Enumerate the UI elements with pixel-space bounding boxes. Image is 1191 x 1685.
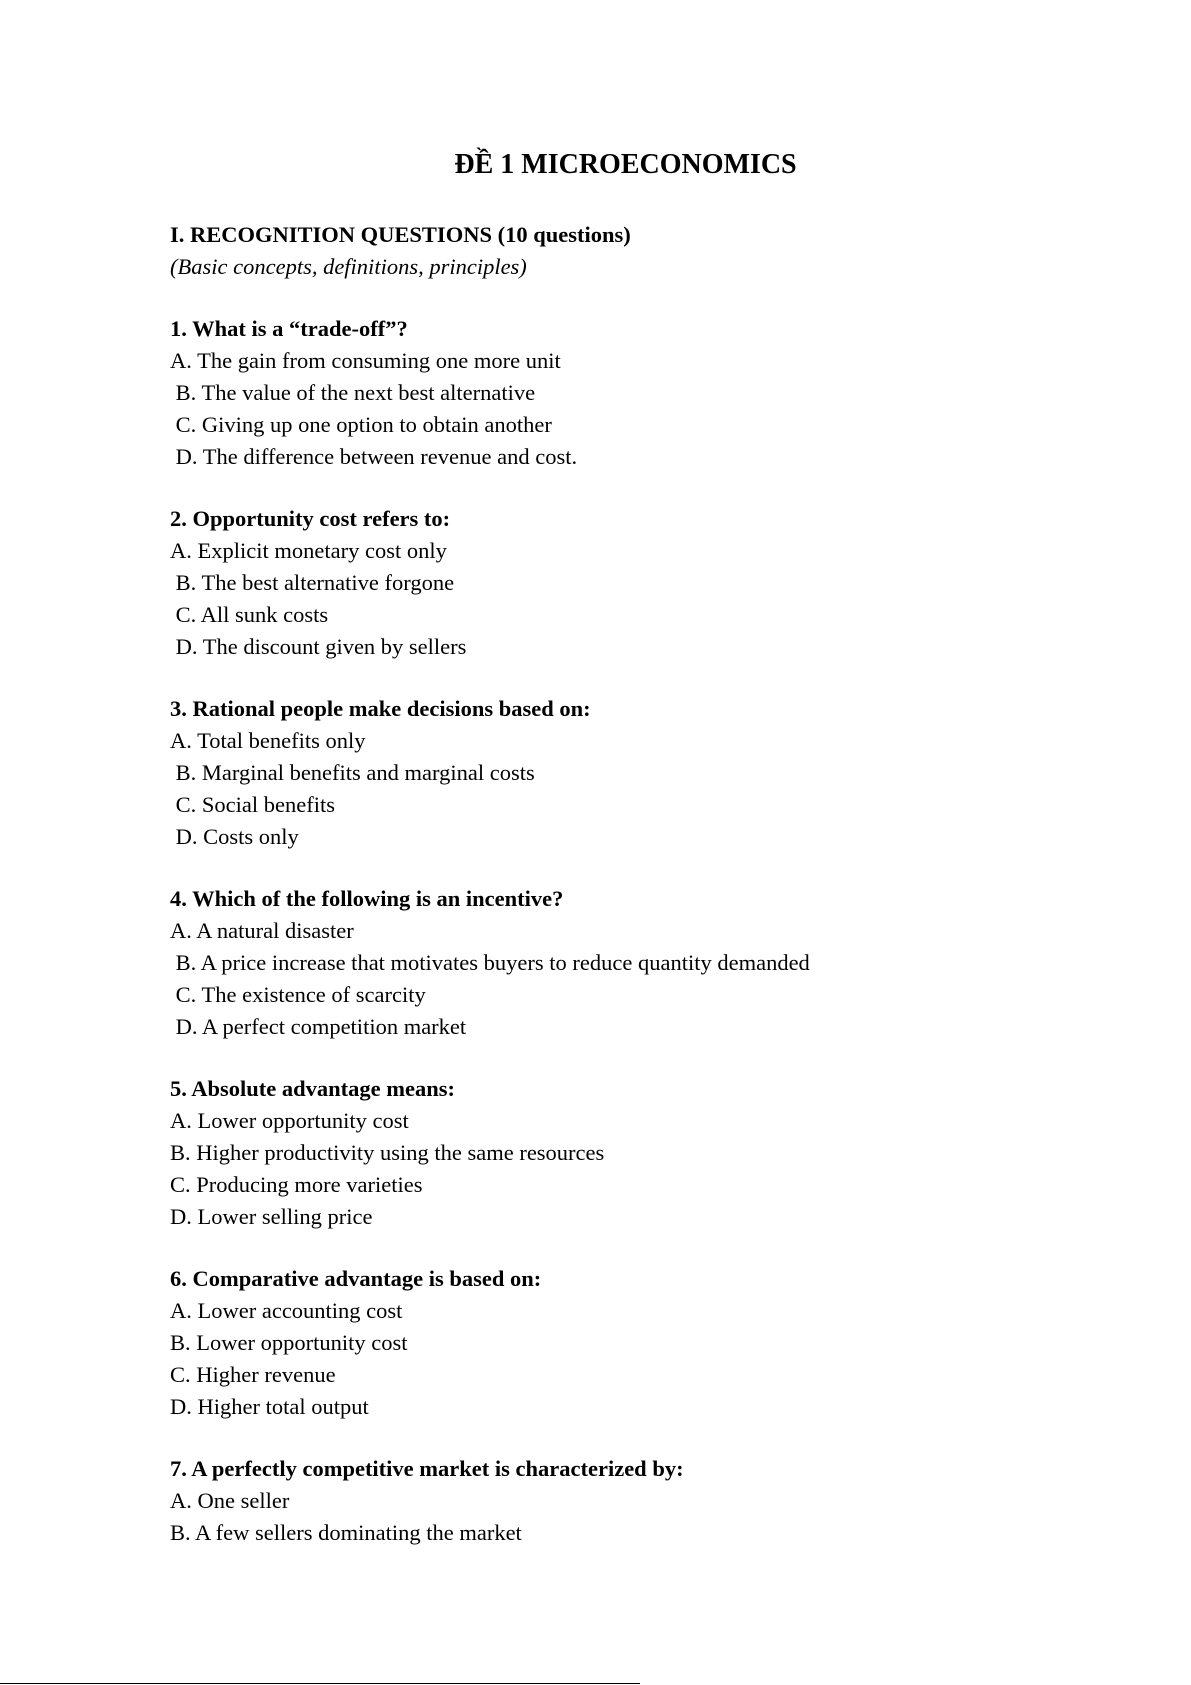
option-c: C. Producing more varieties — [170, 1172, 423, 1197]
option-b: B. The best alternative forgone — [170, 570, 455, 595]
option-a: A. Lower accounting cost — [170, 1298, 403, 1323]
option-c: C. Giving up one option to obtain another — [170, 412, 552, 437]
section-heading: I. RECOGNITION QUESTIONS (10 questions) — [170, 222, 631, 247]
question-text: 4. Which of the following is an incentive? — [170, 886, 564, 911]
question-3 — [170, 693, 1070, 853]
option-b: B. A price increase that motivates buyers to reduce quantity demanded — [170, 950, 810, 975]
option-d: D. A perfect competition market — [170, 1014, 467, 1039]
option-c: C. Social benefits — [170, 792, 335, 817]
option-d: D. Costs only — [170, 824, 299, 849]
option-d: D. The discount given by sellers — [170, 634, 467, 659]
question-text: 7. A perfectly competitive market is characterized by: — [170, 1456, 684, 1481]
question-text: 6. Comparative advantage is based on: — [170, 1266, 542, 1291]
question-text: 5. Absolute advantage means: — [170, 1076, 456, 1101]
option-a: A. Total benefits only — [170, 728, 366, 753]
question-text: 2. Opportunity cost refers to: — [170, 506, 451, 531]
option-b: B. Marginal benefits and marginal costs — [170, 760, 535, 785]
option-c: C. All sunk costs — [170, 602, 329, 627]
question-7 — [170, 1453, 1070, 1549]
question-text: 1. What is a “trade-off”? — [170, 316, 408, 341]
question-2 — [170, 503, 1070, 663]
option-a: A. Explicit monetary cost only — [170, 538, 447, 563]
question-6 — [170, 1263, 1070, 1423]
question-4 — [170, 883, 1070, 1043]
option-a: A. The gain from consuming one more unit — [170, 348, 561, 373]
document-body — [170, 219, 1070, 1579]
question-5 — [170, 1073, 1070, 1233]
option-b: B. The value of the next best alternative — [170, 380, 536, 405]
section-note: (Basic concepts, definitions, principles) — [170, 254, 527, 279]
option-d: D. Higher total output — [170, 1394, 369, 1419]
option-c: C. The existence of scarcity — [170, 982, 426, 1007]
option-b: B. Lower opportunity cost — [170, 1330, 408, 1355]
option-a: A. Lower opportunity cost — [170, 1108, 409, 1133]
footer-divider — [0, 1683, 640, 1684]
option-a: A. A natural disaster — [170, 918, 354, 943]
option-c: C. Higher revenue — [170, 1362, 336, 1387]
option-b: B. A few sellers dominating the market — [170, 1520, 522, 1545]
option-d: D. Lower selling price — [170, 1204, 373, 1229]
page-title: ĐỀ 1 MICROECONOMICS — [454, 149, 797, 180]
option-d: D. The difference between revenue and cost. — [170, 444, 578, 469]
question-1 — [170, 313, 1070, 473]
question-text: 3. Rational people make decisions based on: — [170, 696, 591, 721]
option-a: A. One seller — [170, 1488, 290, 1513]
option-b: B. Higher productivity using the same resources — [170, 1140, 605, 1165]
